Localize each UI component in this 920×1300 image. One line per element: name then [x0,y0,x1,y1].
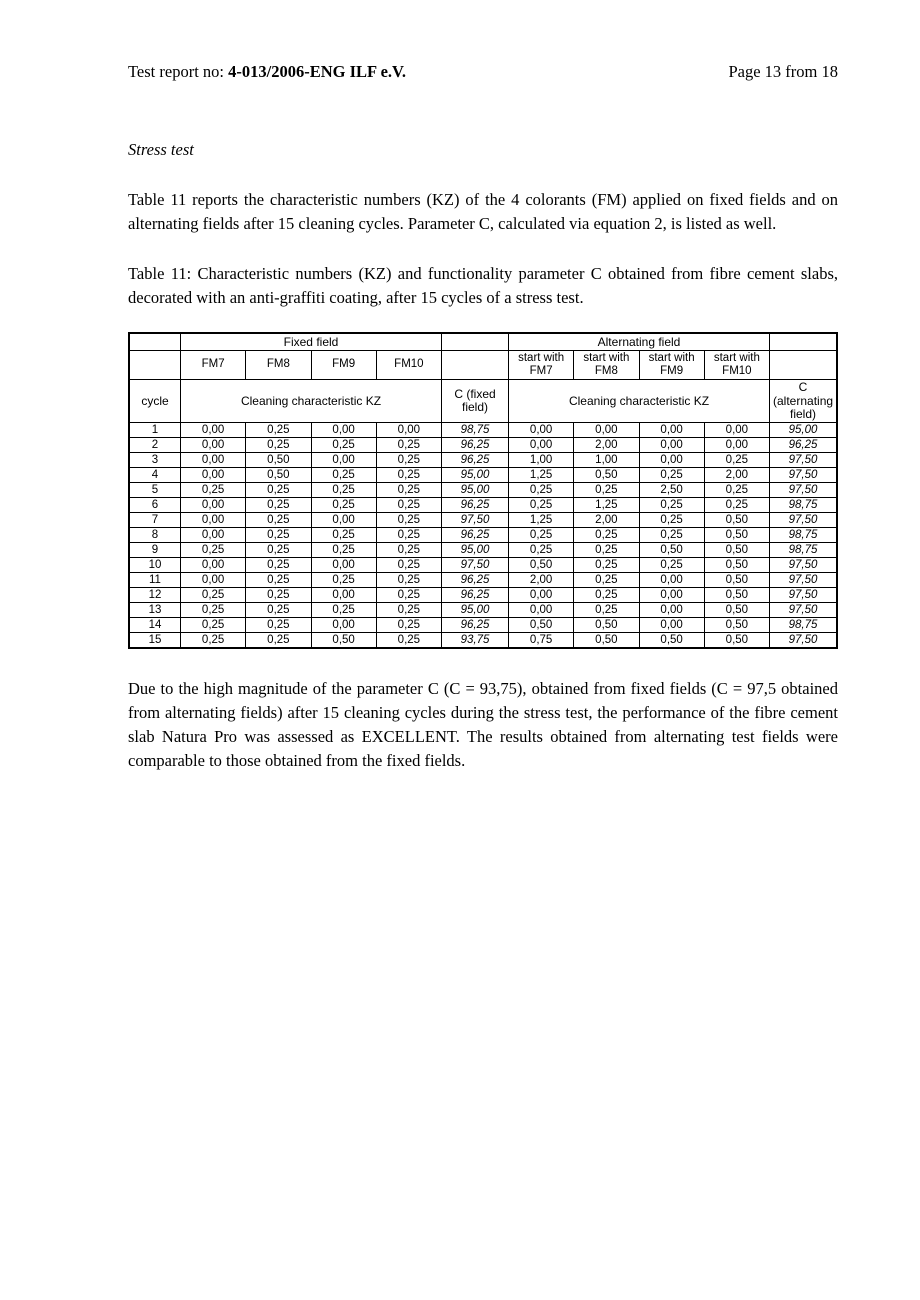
cell-cycle: 13 [129,603,181,618]
cell-fixed-fm9: 0,50 [311,633,376,649]
cell-alt-fm8: 0,25 [574,558,639,573]
cell-cycle: 10 [129,558,181,573]
blank-cell [770,350,838,379]
cell-fixed-fm7: 0,00 [181,498,246,513]
cell-alt-fm10: 0,50 [704,528,769,543]
cell-alt-fm8: 0,25 [574,588,639,603]
cell-fixed-fm10: 0,25 [376,468,441,483]
cell-alt-fm7: 0,25 [509,483,574,498]
cell-fixed-fm9: 0,00 [311,588,376,603]
cell-alt-fm9: 0,50 [639,543,704,558]
cell-alt-fm8: 0,50 [574,633,639,649]
cell-alt-fm10: 0,50 [704,573,769,588]
cell-alt-fm9: 0,00 [639,603,704,618]
cell-c-fixed: 95,00 [442,603,509,618]
cell-c-fixed: 95,00 [442,543,509,558]
group-header-alternating: Alternating field [509,333,770,351]
cell-c-fixed: 97,50 [442,513,509,528]
col-header-fm10: FM10 [376,350,441,379]
cell-c-alternating: 98,75 [770,618,838,633]
cell-alt-fm10: 0,50 [704,558,769,573]
cell-alt-fm8: 0,25 [574,603,639,618]
cell-fixed-fm8: 0,50 [246,468,311,483]
cell-fixed-fm8: 0,25 [246,438,311,453]
cell-fixed-fm7: 0,00 [181,513,246,528]
cell-fixed-fm9: 0,00 [311,618,376,633]
cell-fixed-fm7: 0,00 [181,423,246,438]
cell-alt-fm9: 0,25 [639,498,704,513]
cell-alt-fm9: 0,50 [639,633,704,649]
cell-c-alternating: 97,50 [770,483,838,498]
cell-cycle: 11 [129,573,181,588]
table-row [129,633,837,649]
cell-fixed-fm7: 0,00 [181,558,246,573]
cell-alt-fm9: 2,50 [639,483,704,498]
cell-alt-fm7: 0,25 [509,543,574,558]
cell-fixed-fm7: 0,00 [181,438,246,453]
table-row [129,438,837,453]
cell-c-alternating: 98,75 [770,543,838,558]
cell-fixed-fm10: 0,00 [376,423,441,438]
col-header-alt-fm9: start with FM9 [639,350,704,379]
cell-alt-fm9: 0,00 [639,573,704,588]
cell-fixed-fm7: 0,25 [181,588,246,603]
group-header-fixed: Fixed field [181,333,442,351]
cell-fixed-fm10: 0,25 [376,528,441,543]
cell-fixed-fm9: 0,25 [311,573,376,588]
cell-c-alternating: 98,75 [770,528,838,543]
cell-fixed-fm8: 0,25 [246,543,311,558]
cell-fixed-fm7: 0,00 [181,573,246,588]
cell-fixed-fm7: 0,00 [181,468,246,483]
col-header-cycle: cycle [129,380,181,423]
cell-alt-fm9: 0,25 [639,528,704,543]
cell-c-alternating: 96,25 [770,438,838,453]
cell-alt-fm10: 0,50 [704,588,769,603]
cell-c-fixed: 96,25 [442,573,509,588]
cell-c-alternating: 98,75 [770,498,838,513]
col-header-fm9: FM9 [311,350,376,379]
cell-c-alternating: 97,50 [770,633,838,649]
cell-fixed-fm7: 0,00 [181,453,246,468]
cell-alt-fm7: 2,00 [509,573,574,588]
cell-c-alternating: 97,50 [770,468,838,483]
table-row [129,588,837,603]
cell-cycle: 2 [129,438,181,453]
cell-cycle: 1 [129,423,181,438]
cell-alt-fm9: 0,00 [639,423,704,438]
cell-cycle: 14 [129,618,181,633]
cell-alt-fm8: 2,00 [574,438,639,453]
cell-fixed-fm9: 0,00 [311,513,376,528]
cell-alt-fm8: 0,50 [574,618,639,633]
cell-alt-fm7: 0,50 [509,558,574,573]
cell-fixed-fm8: 0,25 [246,498,311,513]
cell-alt-fm7: 0,00 [509,588,574,603]
cell-alt-fm10: 0,50 [704,633,769,649]
cell-c-alternating: 97,50 [770,453,838,468]
cell-c-fixed: 95,00 [442,468,509,483]
cell-fixed-fm9: 0,00 [311,558,376,573]
cell-fixed-fm7: 0,25 [181,603,246,618]
cell-fixed-fm7: 0,25 [181,633,246,649]
cell-c-fixed: 96,25 [442,618,509,633]
cell-alt-fm8: 0,25 [574,543,639,558]
cell-alt-fm9: 0,25 [639,513,704,528]
cell-alt-fm8: 2,00 [574,513,639,528]
cell-alt-fm8: 1,25 [574,498,639,513]
cell-alt-fm7: 1,00 [509,453,574,468]
cell-cycle: 3 [129,453,181,468]
col-header-c-alternating: C (alternating field) [770,380,838,423]
cell-alt-fm10: 0,50 [704,603,769,618]
cell-fixed-fm8: 0,25 [246,513,311,528]
cell-fixed-fm10: 0,25 [376,588,441,603]
cell-c-fixed: 95,00 [442,483,509,498]
cell-alt-fm9: 0,25 [639,558,704,573]
cell-c-fixed: 93,75 [442,633,509,649]
cell-fixed-fm10: 0,25 [376,513,441,528]
cell-c-fixed: 96,25 [442,528,509,543]
cell-fixed-fm9: 0,25 [311,498,376,513]
cell-alt-fm7: 0,75 [509,633,574,649]
table-caption: Table 11: Characteristic numbers (KZ) and functionality parameter C obtained from fibre cement slabs, decorated with an anti-graffiti coating, after 15 cycles of a stress test. [128,263,838,307]
cell-fixed-fm8: 0,25 [246,483,311,498]
cell-fixed-fm9: 0,00 [311,423,376,438]
table-row [129,618,837,633]
page-header [128,62,838,82]
cell-fixed-fm9: 0,25 [311,483,376,498]
cell-cycle: 15 [129,633,181,649]
cell-fixed-fm10: 0,25 [376,438,441,453]
cell-fixed-fm8: 0,25 [246,528,311,543]
cell-alt-fm7: 0,25 [509,498,574,513]
kz-table [128,332,838,650]
cell-fixed-fm8: 0,50 [246,453,311,468]
cell-alt-fm10: 0,25 [704,453,769,468]
cell-alt-fm9: 0,00 [639,618,704,633]
cell-fixed-fm10: 0,25 [376,633,441,649]
cell-c-fixed: 96,25 [442,453,509,468]
cell-cycle: 4 [129,468,181,483]
cell-fixed-fm7: 0,25 [181,483,246,498]
table-row [129,453,837,468]
col-header-fm8: FM8 [246,350,311,379]
cell-fixed-fm8: 0,25 [246,573,311,588]
cell-alt-fm8: 0,25 [574,483,639,498]
cell-alt-fm10: 0,00 [704,438,769,453]
cell-fixed-fm9: 0,25 [311,468,376,483]
col-header-fm7: FM7 [181,350,246,379]
cell-alt-fm8: 0,25 [574,528,639,543]
cell-alt-fm7: 0,25 [509,528,574,543]
table-row [129,528,837,543]
report-number-prefix: Test report no: [128,62,229,81]
closing-paragraph: Due to the high magnitude of the parameter C (C = 93,75), obtained from fixed fields (C = 97,5 obtained from alternating fields) after 15 cleaning cycles during the stress test, the performance of the fibre cement slab Natura Pro was assessed as EXCELLENT. The results obtained from alternating test fields were comparable to those obtained from the fixed fields. [128,679,838,771]
section-title: Stress test [128,140,194,159]
cell-fixed-fm9: 0,25 [311,528,376,543]
cell-alt-fm9: 0,25 [639,468,704,483]
table-row [129,423,837,438]
cell-alt-fm9: 0,00 [639,588,704,603]
cell-fixed-fm8: 0,25 [246,558,311,573]
cell-c-fixed: 97,50 [442,558,509,573]
cell-c-fixed: 98,75 [442,423,509,438]
cell-fixed-fm9: 0,25 [311,543,376,558]
kz-table-body [129,423,837,649]
intro-paragraph: Table 11 reports the characteristic numbers (KZ) of the 4 colorants (FM) applied on fixed fields and on alternating fields after 15 cleaning cycles. Parameter C, calculated via equation 2, is listed as well. [128,190,838,233]
table-row-kz-header [129,380,837,423]
cell-alt-fm10: 0,50 [704,618,769,633]
cell-alt-fm8: 1,00 [574,453,639,468]
col-header-kz-alternating: Cleaning characteristic KZ [509,380,770,423]
col-header-alt-fm10: start with FM10 [704,350,769,379]
cell-cycle: 5 [129,483,181,498]
cell-c-fixed: 96,25 [442,498,509,513]
cell-alt-fm7: 1,25 [509,468,574,483]
cell-c-alternating: 95,00 [770,423,838,438]
cell-c-alternating: 97,50 [770,573,838,588]
cell-fixed-fm7: 0,25 [181,543,246,558]
blank-cell [770,333,838,351]
cell-fixed-fm9: 0,00 [311,453,376,468]
cell-alt-fm9: 0,00 [639,453,704,468]
table-row [129,543,837,558]
table-row [129,468,837,483]
cell-fixed-fm8: 0,25 [246,618,311,633]
table-row [129,603,837,618]
cell-alt-fm8: 0,50 [574,468,639,483]
cell-alt-fm10: 0,00 [704,423,769,438]
cell-alt-fm7: 1,25 [509,513,574,528]
cell-alt-fm7: 0,00 [509,603,574,618]
cell-alt-fm10: 0,25 [704,483,769,498]
blank-cell [442,333,509,351]
cell-alt-fm10: 2,00 [704,468,769,483]
cell-fixed-fm7: 0,00 [181,528,246,543]
cell-fixed-fm9: 0,25 [311,438,376,453]
cell-fixed-fm10: 0,25 [376,603,441,618]
table-row-group-header [129,333,837,351]
cell-fixed-fm9: 0,25 [311,603,376,618]
cell-alt-fm9: 0,00 [639,438,704,453]
cell-fixed-fm10: 0,25 [376,573,441,588]
report-number-value: 4-013/2006-ENG ILF e.V. [228,62,406,81]
blank-cell [129,350,181,379]
cell-alt-fm8: 0,00 [574,423,639,438]
cell-fixed-fm10: 0,25 [376,483,441,498]
table-row-sub-header [129,350,837,379]
cell-fixed-fm10: 0,25 [376,618,441,633]
cell-fixed-fm10: 0,25 [376,453,441,468]
cell-alt-fm7: 0,00 [509,423,574,438]
cell-fixed-fm8: 0,25 [246,423,311,438]
cell-c-alternating: 97,50 [770,558,838,573]
table-row [129,558,837,573]
cell-c-alternating: 97,50 [770,513,838,528]
table-row [129,573,837,588]
table-row [129,483,837,498]
cell-fixed-fm10: 0,25 [376,543,441,558]
cell-alt-fm8: 0,25 [574,573,639,588]
cell-cycle: 8 [129,528,181,543]
cell-fixed-fm7: 0,25 [181,618,246,633]
col-header-kz-fixed: Cleaning characteristic KZ [181,380,442,423]
cell-fixed-fm10: 0,25 [376,498,441,513]
cell-alt-fm7: 0,00 [509,438,574,453]
col-header-c-fixed: C (fixed field) [442,380,509,423]
cell-alt-fm10: 0,50 [704,543,769,558]
cell-c-alternating: 97,50 [770,603,838,618]
col-header-alt-fm7: start with FM7 [509,350,574,379]
cell-fixed-fm10: 0,25 [376,558,441,573]
table-row [129,513,837,528]
cell-fixed-fm8: 0,25 [246,588,311,603]
cell-alt-fm10: 0,25 [704,498,769,513]
cell-cycle: 9 [129,543,181,558]
cell-alt-fm7: 0,50 [509,618,574,633]
page-indicator: Page 13 from 18 [728,62,838,81]
blank-cell [442,350,509,379]
cell-c-alternating: 97,50 [770,588,838,603]
cell-alt-fm10: 0,50 [704,513,769,528]
cell-fixed-fm8: 0,25 [246,633,311,649]
cell-cycle: 6 [129,498,181,513]
blank-cell [129,333,181,351]
cell-c-fixed: 96,25 [442,588,509,603]
cell-c-fixed: 96,25 [442,438,509,453]
cell-fixed-fm8: 0,25 [246,603,311,618]
cell-cycle: 12 [129,588,181,603]
cell-cycle: 7 [129,513,181,528]
table-row [129,498,837,513]
col-header-alt-fm8: start with FM8 [574,350,639,379]
report-number [128,62,406,82]
